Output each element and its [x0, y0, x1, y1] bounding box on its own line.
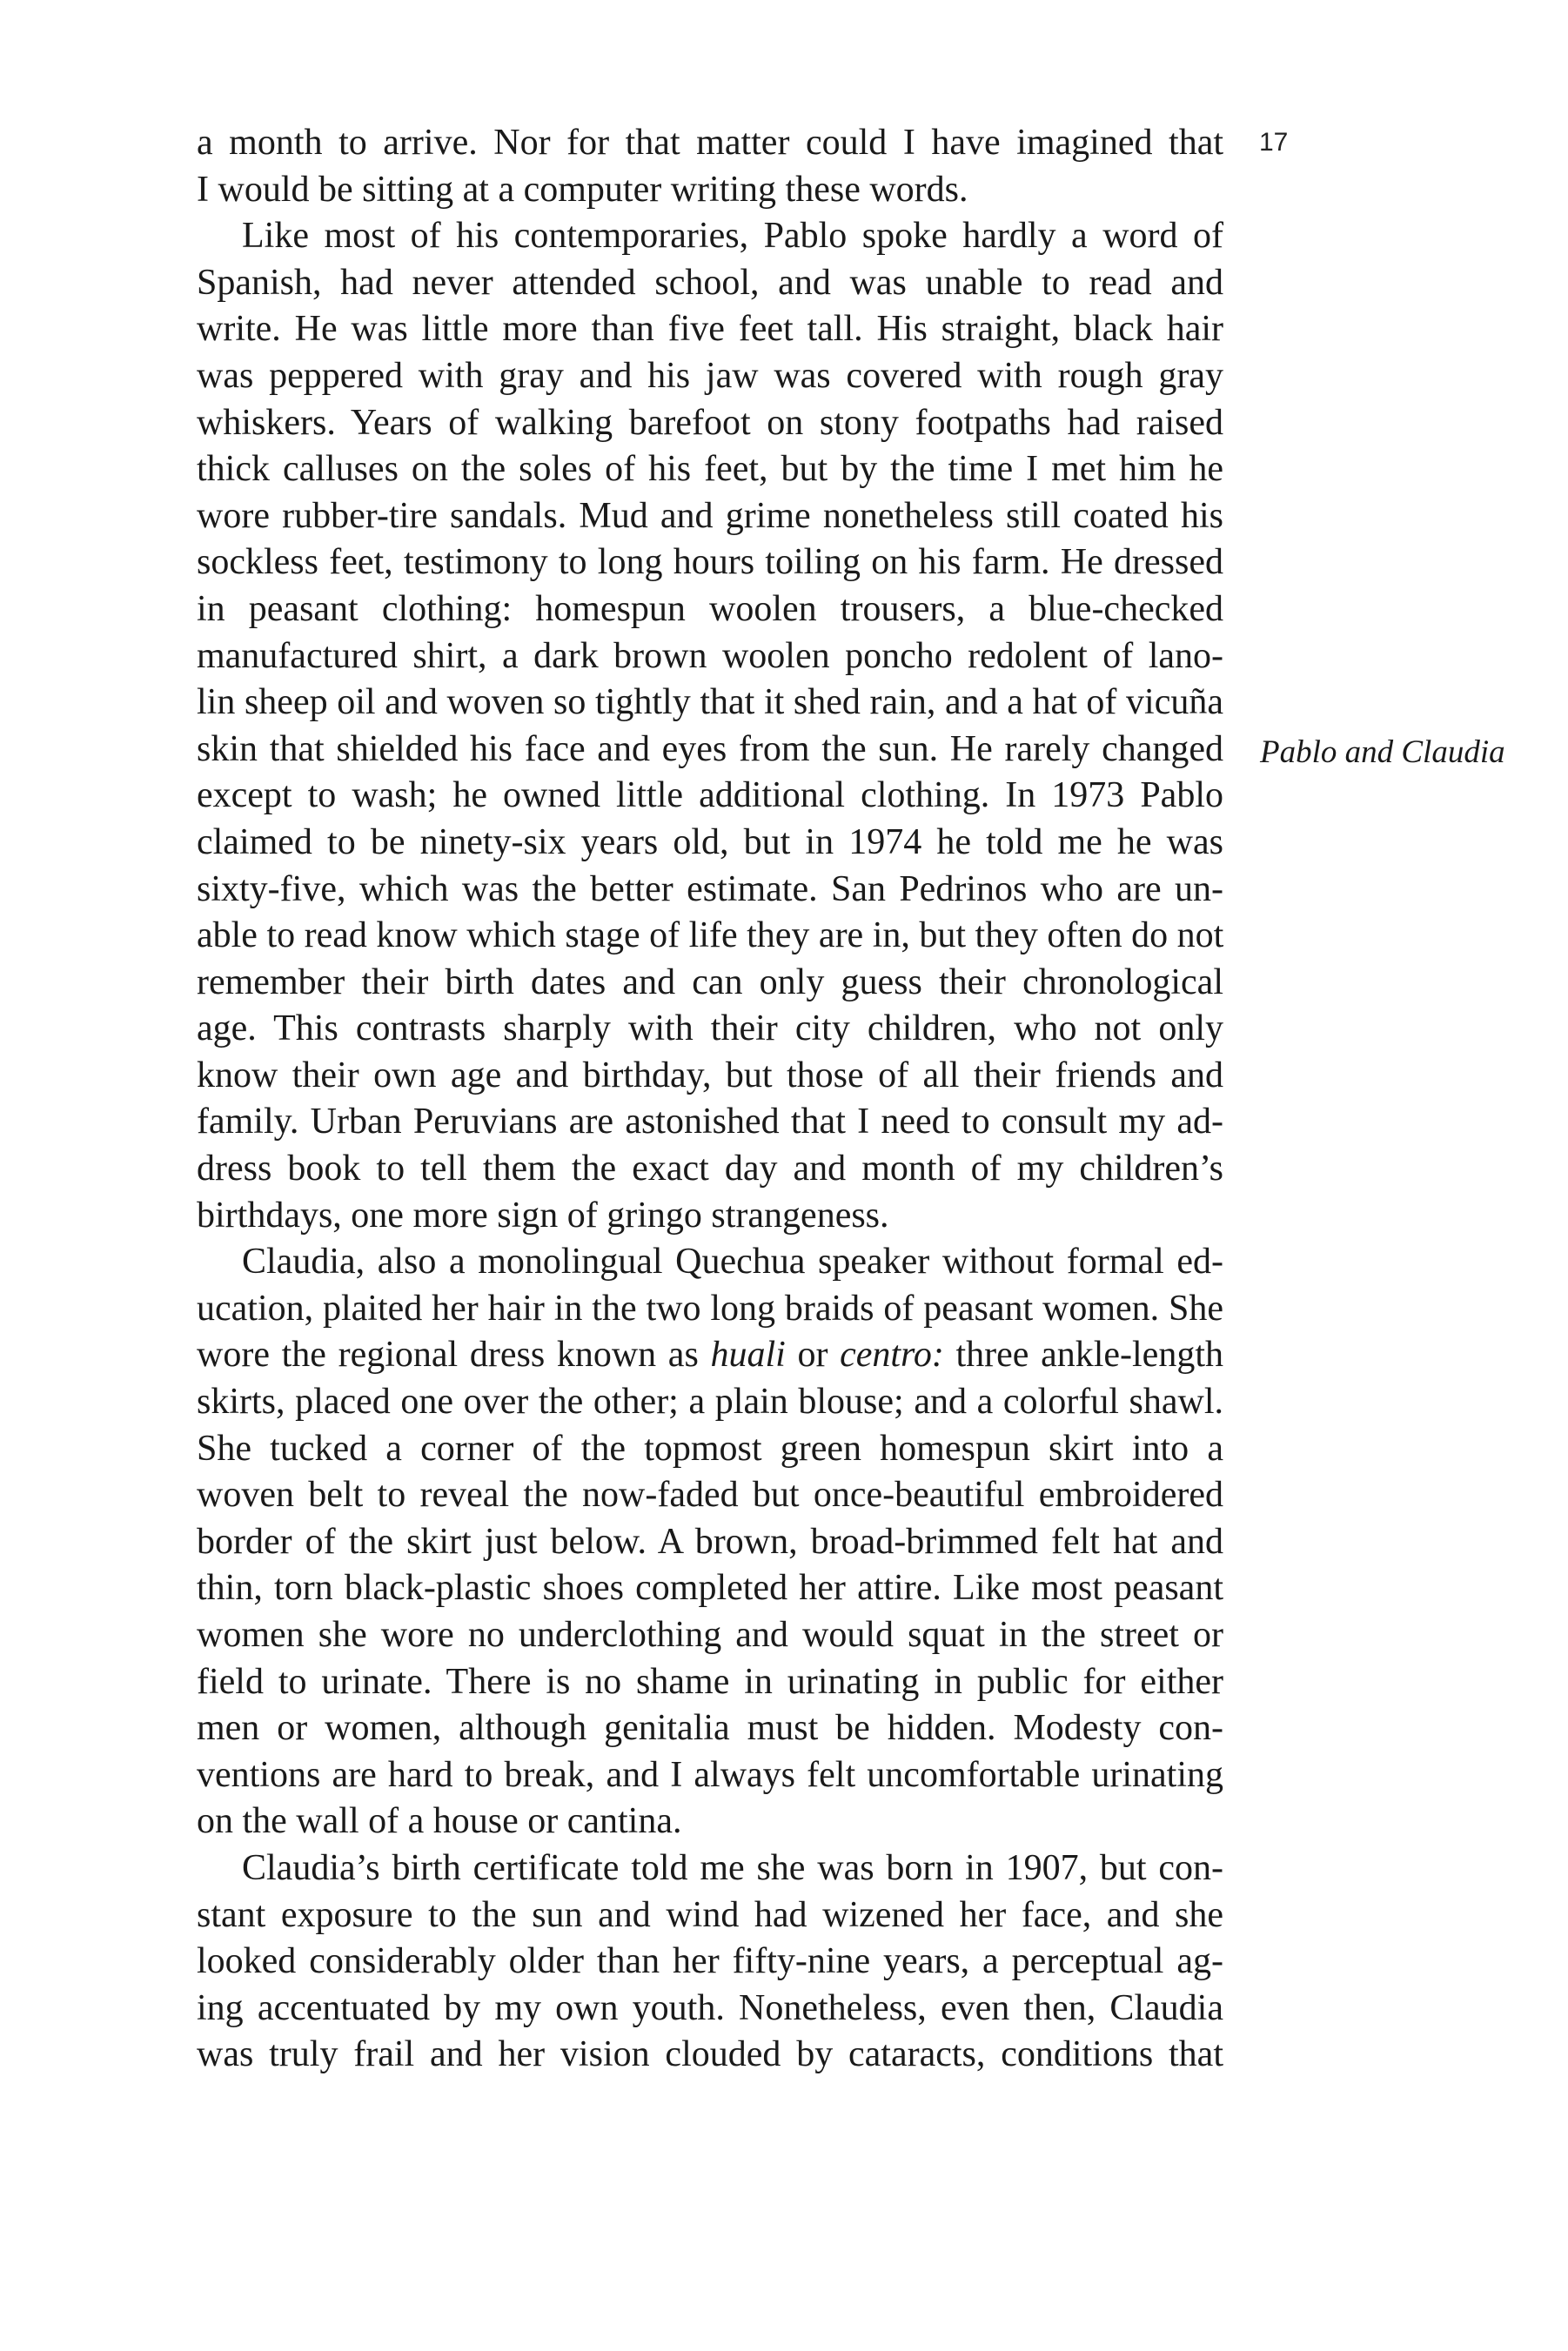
text-line: able to read know which stage of life they are in, but they often do not	[197, 915, 1224, 956]
text-line: thick calluses on the soles of his feet, but by the time I met him he	[197, 449, 1223, 490]
text-line: ing accentuated by my own youth. Nonetheless, even then, Claudia	[197, 1987, 1223, 2028]
text-line: know their own age and birthday, but those of all their friends and	[197, 1055, 1223, 1095]
paragraph	[197, 1845, 1223, 2079]
text-line: dress book to tell them the exact day and month of my children’s	[197, 1149, 1223, 1189]
text-line: women she wore no underclothing and would squat in the street or	[197, 1615, 1223, 1655]
paragraph	[197, 213, 1223, 1239]
text-line: lin sheep oil and woven so tightly that it shed rain, and a hat of vicuña	[197, 682, 1223, 723]
italic-term: centro:	[840, 1335, 944, 1376]
text-line: thin, torn black-plastic shoes completed her attire. Like most peasant	[197, 1568, 1223, 1609]
text-line: Claudia’s birth certificate told me she was born in 1907, but con-	[242, 1847, 1223, 1888]
text-line: ventions are hard to break, and I always felt uncomfortable urinating	[197, 1754, 1223, 1795]
text-line: Claudia, also a monolingual Quechua speaker without formal ed-	[242, 1242, 1223, 1283]
text-line: sockless feet, testimony to long hours toiling on his farm. He dressed	[197, 542, 1223, 583]
text-line: skirts, placed one over the other; a plain blouse; and a colorful shawl.	[197, 1382, 1223, 1423]
text-line: skin that shielded his face and eyes from the sun. He rarely changed	[197, 728, 1223, 769]
text-line: wore rubber-tire sandals. Mud and grime nonetheless still coated his	[197, 495, 1223, 536]
paragraph	[197, 1239, 1223, 1845]
text-line: border of the skirt just below. A brown, broad-brimmed felt hat and	[197, 1521, 1223, 1562]
text-line: She tucked a corner of the topmost green homespun skirt into a	[197, 1428, 1223, 1469]
text-line-with-italics: wore the regional dress known as huali or centro: three ankle-length	[197, 1335, 1223, 1376]
page-number: 17	[1259, 128, 1289, 157]
text-line: field to urinate. There is no shame in urinating in public for either	[197, 1661, 1223, 1702]
running-head: Pablo and Claudia	[1260, 734, 1505, 770]
text-line: ucation, plaited her hair in the two long braids of peasant women. She	[197, 1288, 1223, 1329]
text-line: Spanish, had never attended school, and was unable to read and	[197, 262, 1223, 303]
text-line: was peppered with gray and his jaw was covered with rough gray	[197, 355, 1223, 396]
text-line: claimed to be ninety-six years old, but in 1974 he told me he was	[197, 821, 1223, 862]
text-line: write. He was little more than five feet tall. His straight, black hair	[197, 309, 1223, 350]
text-line: stant exposure to the sun and wind had wizened her face, and she	[197, 1894, 1223, 1935]
text-line: sixty-five, which was the better estimate. San Pedrinos who are un-	[197, 868, 1223, 909]
text-line: except to wash; he owned little additional clothing. In 1973 Pablo	[197, 775, 1223, 816]
text-line: whiskers. Years of walking barefoot on stony footpaths had raised	[197, 402, 1223, 443]
italic-term: huali	[710, 1335, 786, 1376]
text-line: birthdays, one more sign of gringo strangeness.	[197, 1195, 889, 1236]
text-line: in peasant clothing: homespun woolen trousers, a blue-checked	[197, 588, 1223, 629]
paragraph	[197, 120, 1223, 213]
text-line: woven belt to reveal the now-faded but once-beautiful embroidered	[197, 1475, 1223, 1516]
text-line: manufactured shirt, a dark brown woolen poncho redolent of lano-	[197, 635, 1223, 676]
text-line: men or women, although genitalia must be hidden. Modesty con-	[197, 1708, 1223, 1749]
body-text	[197, 120, 1223, 2079]
text-line: age. This contrasts sharply with their city children, who not only	[197, 1008, 1223, 1049]
text-line: looked considerably older than her fifty-nine years, a perceptual ag-	[197, 1941, 1223, 1982]
text-line: a month to arrive. Nor for that matter could I have imagined that	[197, 123, 1223, 163]
text-line: was truly frail and her vision clouded by cataracts, conditions that	[197, 2034, 1223, 2075]
text-line: family. Urban Peruvians are astonished that I need to consult my ad-	[197, 1102, 1223, 1142]
text-line: on the wall of a house or cantina.	[197, 1801, 682, 1842]
text-line: Like most of his contemporaries, Pablo spoke hardly a word of	[242, 216, 1223, 257]
text-line: remember their birth dates and can only guess their chronological	[197, 961, 1223, 1002]
text-line: I would be sitting at a computer writing these words.	[197, 169, 968, 210]
